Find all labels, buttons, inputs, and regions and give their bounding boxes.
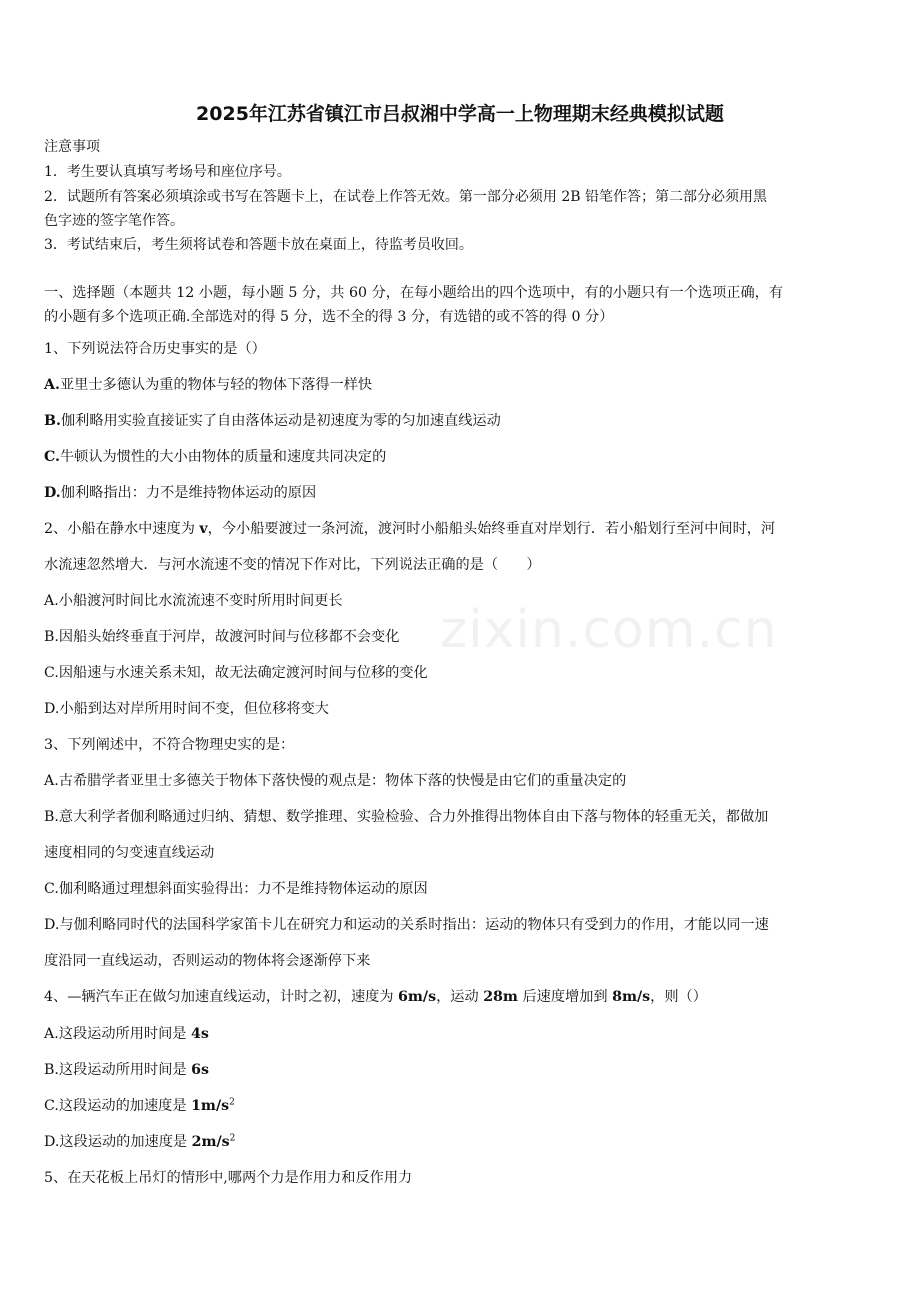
stem-text: ，运动 [436, 989, 484, 1005]
stem-text: 2、小船在静水中速度为 [44, 521, 200, 537]
question-stem-cont: 水流速忽然增大．与河水流速不变的情况下作对比，下列说法正确的是（ ） [44, 557, 541, 573]
stem-text: ，则（） [650, 989, 707, 1005]
section-line: 一、选择题（本题共 12 小题，每小题 5 分，共 60 分，在每小题给出的四个选项中，有的小题只有一个选项正确，有 [44, 285, 784, 301]
option-d: D.小船到达对岸所用时间不变，但位移将变大 [44, 701, 329, 717]
value: 6s [191, 1062, 209, 1078]
question-stem: 3、下列阐述中，不符合物理史实的是： [44, 737, 295, 753]
notes-heading: 注意事项 [44, 139, 100, 155]
watermark: zixin.com.cn [440, 600, 778, 660]
note-item: 3．考试结束后，考生须将试卷和答题卡放在桌面上，待监考员收回。 [44, 237, 473, 253]
option-c: C.伽利略通过理想斜面实验得出：力不是维持物体运动的原因 [44, 881, 428, 897]
option-text: 伽利略指出：力不是维持物体运动的原因 [60, 485, 317, 501]
note-item: 1．考生要认真填写考场号和座位序号。 [44, 164, 291, 180]
symbol-v: v [199, 521, 208, 537]
option-a: A.小船渡河时间比水流流速不变时所用时间更长 [44, 593, 343, 609]
note-item: 色字迹的签字笔作答。 [44, 213, 184, 229]
option-text: C.这段运动的加速度是 [44, 1098, 192, 1114]
option-letter: A. [44, 377, 60, 393]
option-d: D.与伽利略同时代的法国科学家笛卡儿在研究力和运动的关系时指出：运动的物体只有受到力的作用，才能以同一速 [44, 917, 769, 933]
question-stem: 1、下列说法符合历史事实的是（） [44, 341, 266, 357]
option-letter: C. [44, 449, 60, 465]
section-line: 的小题有多个选项正确.全部选对的得 5 分，选不全的得 3 分，有选错的或不答的得 0 分） [44, 309, 614, 325]
stem-text: 后速度增加到 [517, 989, 613, 1005]
question-stem [44, 986, 707, 1008]
value: 8m/s [612, 989, 651, 1005]
exponent: 2 [229, 1133, 236, 1144]
option-d [44, 1131, 235, 1153]
option-c: C.因船速与水速关系未知，故无法确定渡河时间与位移的变化 [44, 665, 428, 681]
option-c [44, 1095, 235, 1117]
stem-text: ，今小船要渡过一条河流，渡河时小船船头始终垂直对岸划行．若小船划行至河中间时，河 [207, 521, 776, 537]
option-text: B.这段运动所用时间是 [44, 1062, 192, 1078]
option-b [44, 1059, 209, 1081]
stem-text: 4、—辆汽车正在做匀加速直线运动，计时之初，速度为 [44, 989, 399, 1005]
value: 28m [483, 989, 518, 1005]
option-d-cont: 度沿同一直线运动，否则运动的物体将会逐渐停下来 [44, 953, 371, 969]
value: 4s [190, 1026, 209, 1042]
option-text: A.这段运动所用时间是 [44, 1026, 191, 1042]
option-a [44, 374, 372, 396]
option-text: 亚里士多德认为重的物体与轻的物体下落得一样快 [59, 377, 373, 393]
note-item: 2．试题所有答案必须填涂或书写在答题卡上，在试卷上作答无效。第一部分必须用 2B 铅笔作答；第二部分必须用黑 [44, 189, 767, 205]
option-a: A.古希腊学者亚里士多德关于物体下落快慢的观点是：物体下落的快慢是由它们的重量决定的 [44, 773, 627, 789]
value: 1m/s [191, 1098, 230, 1114]
page-title: 2025年江苏省镇江市吕叔湘中学高一上物理期末经典模拟试题 [196, 103, 724, 125]
option-text: D.这段运动的加速度是 [44, 1134, 192, 1150]
value: 6m/s [398, 989, 437, 1005]
exponent: 2 [229, 1097, 235, 1108]
option-letter: D. [44, 485, 61, 501]
option-b [44, 410, 501, 432]
option-text: 牛顿认为惯性的大小由物体的质量和速度共同决定的 [59, 449, 387, 465]
option-a [44, 1023, 209, 1045]
option-b-cont: 速度相同的匀变速直线运动 [44, 845, 215, 861]
option-b: B.意大利学者伽利略通过归纳、猜想、数学推理、实验检验、合力外推得出物体自由下落与物体的轻重无关，都做加 [44, 809, 769, 825]
question-stem [44, 518, 775, 540]
option-c [44, 446, 386, 468]
option-b: B.因船头始终垂直于河岸，故渡河时间与位移都不会变化 [44, 629, 400, 645]
option-d [44, 482, 316, 504]
option-text: 伽利略用实验直接证实了自由落体运动是初速度为零的匀加速直线运动 [60, 413, 501, 429]
question-stem: 5、在天花板上吊灯的情形中,哪两个力是作用力和反作用力 [44, 1170, 413, 1186]
option-letter: B. [44, 413, 61, 429]
value: 2m/s [191, 1134, 230, 1150]
